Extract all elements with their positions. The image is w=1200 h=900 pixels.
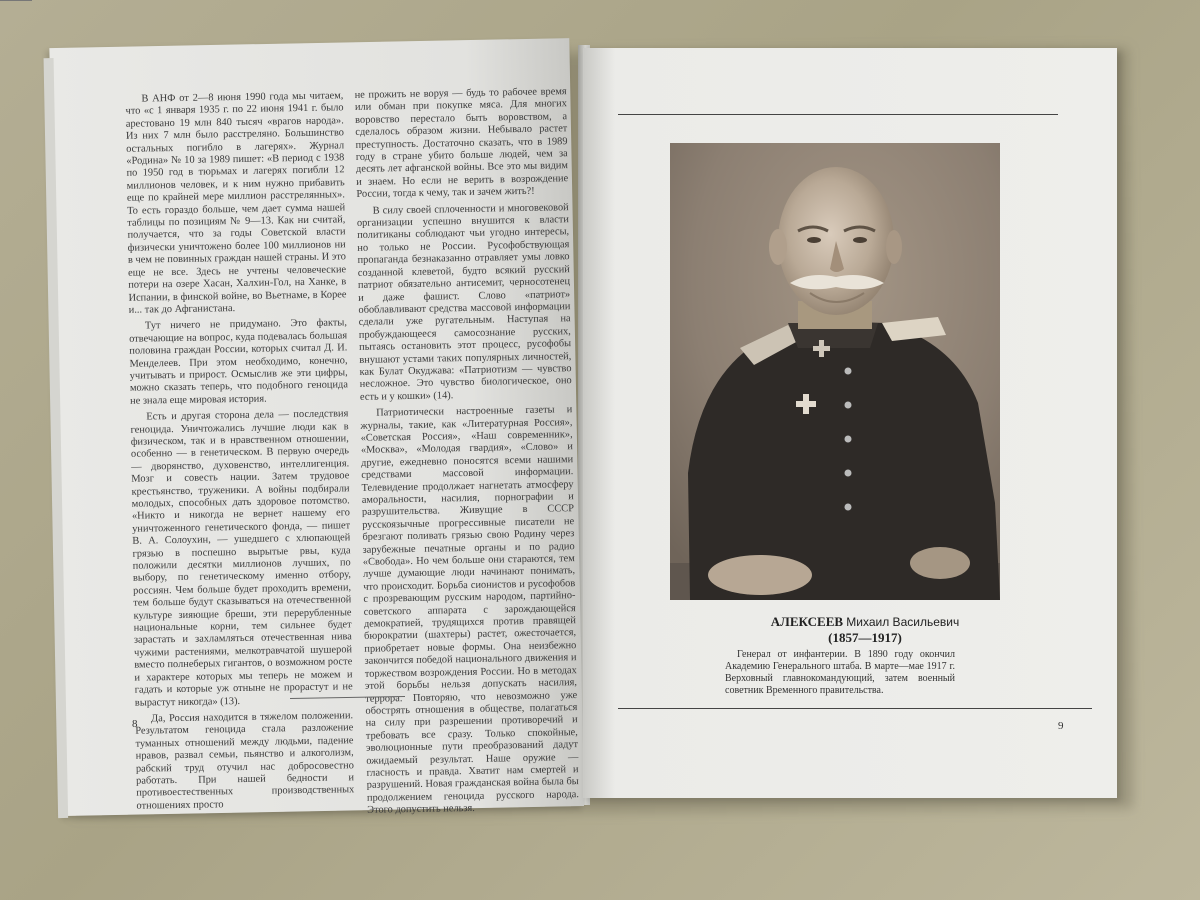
ear — [769, 229, 787, 265]
button — [845, 470, 852, 477]
paragraph: Есть и другая сторона дела — последствия геноцида. Уничтожались лучшие люди как в физическом, так и в нравственном отношении, особенно — в генетическом. В первую очередь — дворянство, духовенство, интеллигенция. Мозг и совесть нации. Затем трудовое крестьянство, труженики. А войны подбирали молодых, способных дать здоровое потомство. «Никто и никогда не вернет нашему его уничтоженного генетического фонда, — пишет В. А. Солоухин, — ушедшего с хлюпающей грязью в поспешно вырытые рвы, куда положили десятки миллионов лучших, по выбору, по генетическому именно отбору, россиян. Чем больше будет проходить времени, тем больше будут сказываться на отечественной культуре зияющие бреши, эти перерубленные национальные корни, тем сильнее будет зарастать и захламляться отечественная нива чужими растениями, мелкотравчатой шушерой вместо полнеберых гигантов, о возможном росте и характере которых мы теперь не можем и гадать и которые уж отныне не прорастут и не вырастут никогда» (13). — [130, 408, 353, 709]
eye — [853, 237, 867, 243]
ear — [886, 230, 902, 264]
button — [845, 402, 852, 409]
hand — [708, 555, 812, 595]
paragraph: В силу своей сплоченности и многовековой организации успешно внушится к власти политиканы соблюдают чьи угодно интересы, но только не России. Русофобствующая пропаганда безнаказанно отравляет умы ловко созданной клеветой, будто всякий русский патриот обязательно антисемит, черносотенец и даже фашист. Слово «патриот» обоблавливают средства массовой информации сделали уже ругательным. Наступая на пробуждающееся самосознание русских, пытаясь остановить этот процесс, русофобы внушают устами таких популярных личностей, как Булат Окуджава: «Патриотизм — чувство несложное. Это чувство биологическое, оно есть и у кошки» (14). — [356, 201, 572, 403]
button — [845, 436, 852, 443]
paragraph: Да, Россия находится в тяжелом положении. Результатом геноцида стала разложение туманных отношений между людьми, падение нравов, развал семьи, пьянство и алкоголизм, рабский труд отучил нас добросовестно работать. При нашей бедности и противоестественных производственных отношениях просто — [135, 710, 355, 812]
caption-name — [700, 614, 1030, 630]
page-number-right: 9 — [1058, 720, 1064, 732]
paragraph: Патриотически настроенные газеты и журналы, такие, как «Литературная Россия», «Советская Россия», «Наш современник», «Москва», «Молодая гвардия», «Слово» и другие, ежедневно поносятся всеми нашими средствами массовой информации. Телевидение продолжает нагнетать атмосферу аморальности, насилия, порнографии и разрушительства. Живущие в СССР русскоязычные прогрессивные писатели не брезгают поливать грязью свою Родину через зарубежные печатные органы и по радио «Свобода». Но чем больше они стараются, тем лучше думающие люди начинают понимать, что происходит. Борьба сионистов и русофобов с прозревающим русским народом, партийно-советского аппарата с зарождающейся демократией, трудящихся против правящей бюрократии (шахтеры) растет, ожесточается, приобретает новые формы. Она неизбежно закончится победой национального движения и торжеством возрождения России. Но в методах этой борьбы нельзя допускать насилия, террора. Повторяю, что невозможно уже обострять отношения в обществе, полагаться на силу при разрешении противоречий и требовать все сразу. Только спокойные, эволюционные пути преобразований дадут ожидаемый результат. Наше оружие — гласность и правда. Хватит нам смертей и разрушений. Новая гражданская война была бы продолжением геноцида русского народа. Этого допустить нельзя. — [360, 404, 580, 816]
paragraph: В АНФ от 2—8 июня 1990 года мы читаем, что «с 1 января 1935 г. по 22 июня 1941 г. было арестовано 19 млн 840 тысяч «врагов народа». Из них 7 млн было расстреляно. Большинство остальных погибло в лагерях». Журнал «Родина» № 10 за 1989 пишет: «В период с 1938 по 1950 год в тюрьмах и лагерях погибли 12 миллионов человек, и к ним нужно прибавить еще по крайней мере миллион расстрелянных». То есть гораздо больше, чем дает сумма нашей таблицы по позициям № 9—13. Как ни считай, получается, что за годы Советской власти физически уничтожено более 100 миллионов ни в чем не повинных граждан нашей страны. И это еще не все. Здесь не учтены человеческие потери на озере Хасан, Халхин-Гол, на Ханке, в Испании, в финской войне, во Вьетнаме, в Корее и... так до Афганистана. — [125, 90, 347, 316]
button — [845, 504, 852, 511]
hand — [910, 547, 970, 579]
button — [845, 368, 852, 375]
caption-years: (1857—1917) — [828, 630, 902, 645]
eye — [807, 237, 821, 243]
top-rule-extension — [0, 0, 32, 1]
page-number-left: 8 — [132, 718, 138, 730]
caption-body: Генерал от инфантерии. В 1890 году окончил Академию Генерального штаба. В марте—мае 1917 г. Верховный главнокомандующий, затем военный советник Временного правительства. — [725, 649, 955, 696]
caption-surname: АЛЕКСЕЕВ — [770, 614, 844, 629]
paragraph: не прожить не воруя — будь то рабочее время или обман при покупке мяса. Для многих воровство перестало быть воровством, а сделалось образом жизни. Небывало растет преступность. Достаточно сказать, что в 1989 году в стране убито больше людей, чем за десять лет афганской войны. Все это мы видим и знаем. Но если не верить в возрождение России, тогда к чему, так и зачем жить?! — [354, 86, 569, 201]
portrait-photo — [670, 143, 1000, 600]
left-page-edge — [44, 58, 69, 818]
left-page-column-a — [125, 90, 355, 812]
top-rule — [618, 114, 1058, 115]
paragraph: Тут ничего не придумано. Это факты, отвечающие на вопрос, куда подевалась большая половина граждан России, которых считал Д. И. Менделеев. При этом необходимо, конечно, учитывать и прирост. Осмыслив же эти цифры, можно сказать теперь, что подобного геноцида не знала еще мировая история. — [129, 317, 349, 407]
caption-given-name: Михаил Васильевич — [846, 615, 960, 629]
left-page-column-b — [354, 86, 580, 816]
bottom-rule — [618, 708, 1092, 709]
